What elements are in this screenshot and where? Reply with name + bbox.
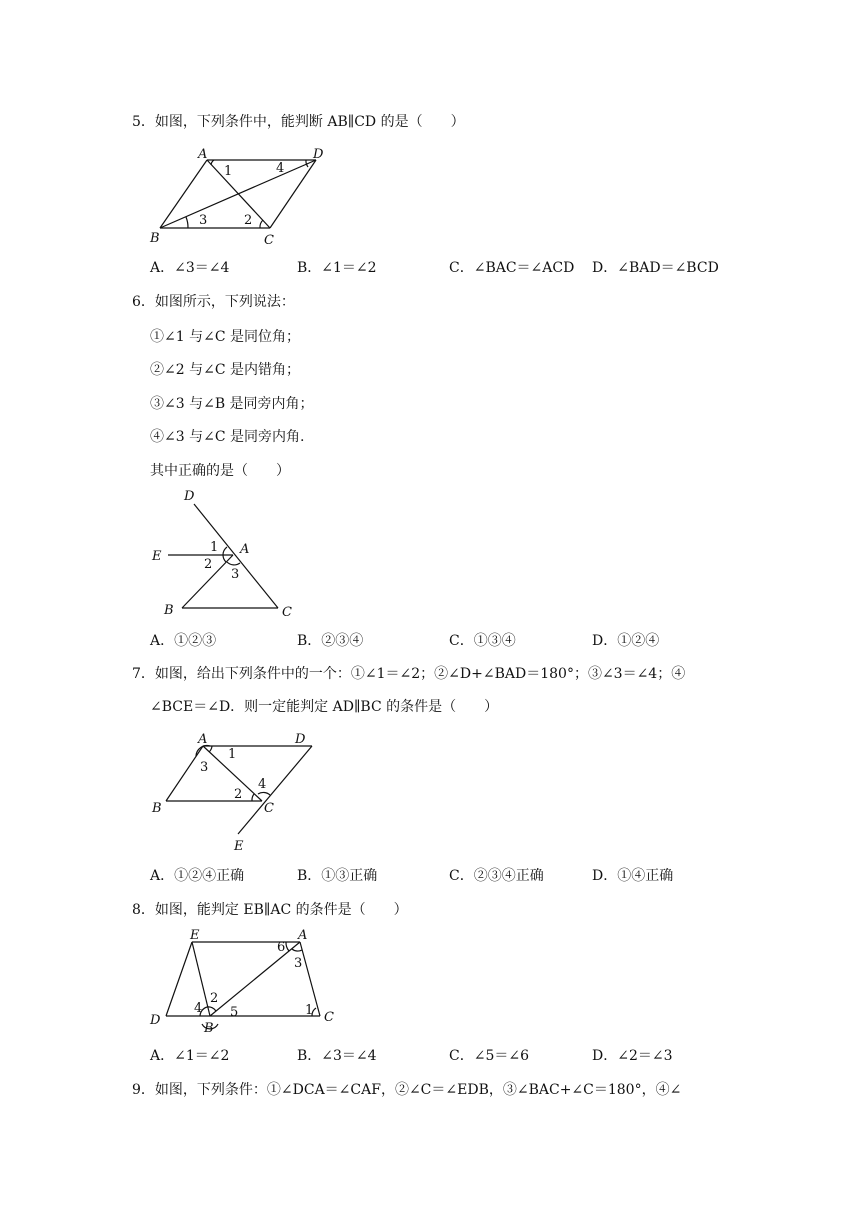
q6-label-e: E: [152, 549, 162, 564]
q6-figure: [148, 486, 308, 622]
q8-option-d[interactable]: D．∠2＝∠3: [592, 1048, 673, 1064]
q6-ask: 其中正确的是（ ）: [150, 463, 290, 479]
q8-angle-1: 1: [305, 1003, 314, 1018]
q8-figure: [146, 928, 346, 1036]
q8-label-e: E: [190, 928, 200, 943]
q6-label-c: C: [282, 605, 292, 620]
q8-label-b: B: [204, 1021, 214, 1036]
q6-option-d[interactable]: D．①②④: [592, 633, 660, 649]
q5-option-c[interactable]: C．∠BAC＝∠ACD: [449, 260, 575, 276]
q7-label-a: A: [198, 732, 208, 747]
q6-statement-4: ④∠3 与∠C 是同旁内角.: [150, 429, 305, 445]
q5-label-c: C: [264, 233, 274, 248]
q8-angle-3: 3: [294, 956, 303, 971]
q6-label-a: A: [240, 542, 250, 557]
q6-stem: 6．如图所示，下列说法：: [132, 294, 295, 310]
q6-statement-2: ②∠2 与∠C 是内错角；: [150, 362, 300, 378]
q8-angle-5: 5: [230, 1005, 239, 1020]
q7-angle-4: 4: [258, 777, 267, 792]
q8-angle-4: 4: [194, 1001, 203, 1016]
q8-angle-2: 2: [210, 991, 219, 1006]
q6-angle-3: 3: [231, 567, 240, 582]
q8-label-a: A: [298, 928, 308, 943]
q9-stem: 9．如图，下列条件：①∠DCA＝∠CAF，②∠C＝∠EDB，③∠BAC+∠C＝180°，④∠: [132, 1082, 682, 1098]
q6-statement-1: ①∠1 与∠C 是同位角；: [150, 329, 300, 345]
q7-label-d: D: [295, 732, 306, 747]
q5-option-a[interactable]: A．∠3＝∠4: [150, 260, 230, 276]
q7-label-c: C: [264, 801, 274, 816]
q7-figure: [148, 728, 328, 858]
q8-option-a[interactable]: A．∠1＝∠2: [150, 1048, 230, 1064]
q7-label-e: E: [234, 839, 244, 854]
q7-angle-3: 3: [200, 760, 209, 775]
q8-option-c[interactable]: C．∠5＝∠6: [449, 1048, 529, 1064]
q6-option-b[interactable]: B．②③④: [297, 633, 364, 649]
q6-label-b: B: [164, 603, 174, 618]
q5-label-b: B: [150, 231, 160, 246]
q5-angle-4: 4: [276, 161, 285, 176]
q8-angle-6: 6: [277, 940, 286, 955]
q5-angle-2: 2: [244, 213, 253, 228]
q5-label-a: A: [198, 147, 208, 162]
q6-option-a[interactable]: A．①②③: [150, 633, 217, 649]
q7-angle-2: 2: [234, 787, 243, 802]
q5-option-b[interactable]: B．∠1＝∠2: [297, 260, 377, 276]
q7-option-a[interactable]: A．①②④正确: [150, 868, 245, 884]
q6-angle-2: 2: [204, 557, 213, 572]
q7-option-d[interactable]: D．①④正确: [592, 868, 674, 884]
q6-label-d: D: [184, 489, 195, 504]
q7-option-b[interactable]: B．①③正确: [297, 868, 378, 884]
q7-option-c[interactable]: C．②③④正确: [449, 868, 544, 884]
q6-statement-3: ③∠3 与∠B 是同旁内角；: [150, 396, 314, 412]
q8-stem: 8．如图，能判定 EB∥AC 的条件是（ ）: [132, 902, 408, 918]
q8-label-c: C: [324, 1010, 334, 1025]
q5-option-d[interactable]: D．∠BAD＝∠BCD: [592, 260, 719, 276]
q6-option-c[interactable]: C．①③④: [449, 633, 516, 649]
q5-stem: 5．如图，下列条件中，能判断 AB∥CD 的是（ ）: [132, 114, 465, 130]
q7-stem-line2: ∠BCE＝∠D．则一定能判定 AD∥BC 的条件是（ ）: [150, 699, 499, 715]
q5-angle-1: 1: [224, 164, 233, 179]
q8-option-b[interactable]: B．∠3＝∠4: [297, 1048, 377, 1064]
q5-angle-3: 3: [199, 213, 208, 228]
q7-label-b: B: [152, 801, 162, 816]
q5-label-d: D: [313, 147, 324, 162]
q6-angle-1: 1: [210, 540, 219, 555]
q7-stem-line1: 7．如图，给出下列条件中的一个：①∠1＝∠2；②∠D+∠BAD＝180°；③∠3＝∠4；④: [132, 666, 686, 682]
q8-label-d: D: [150, 1013, 161, 1028]
q7-angle-1: 1: [228, 747, 237, 762]
q5-figure: [140, 142, 340, 250]
